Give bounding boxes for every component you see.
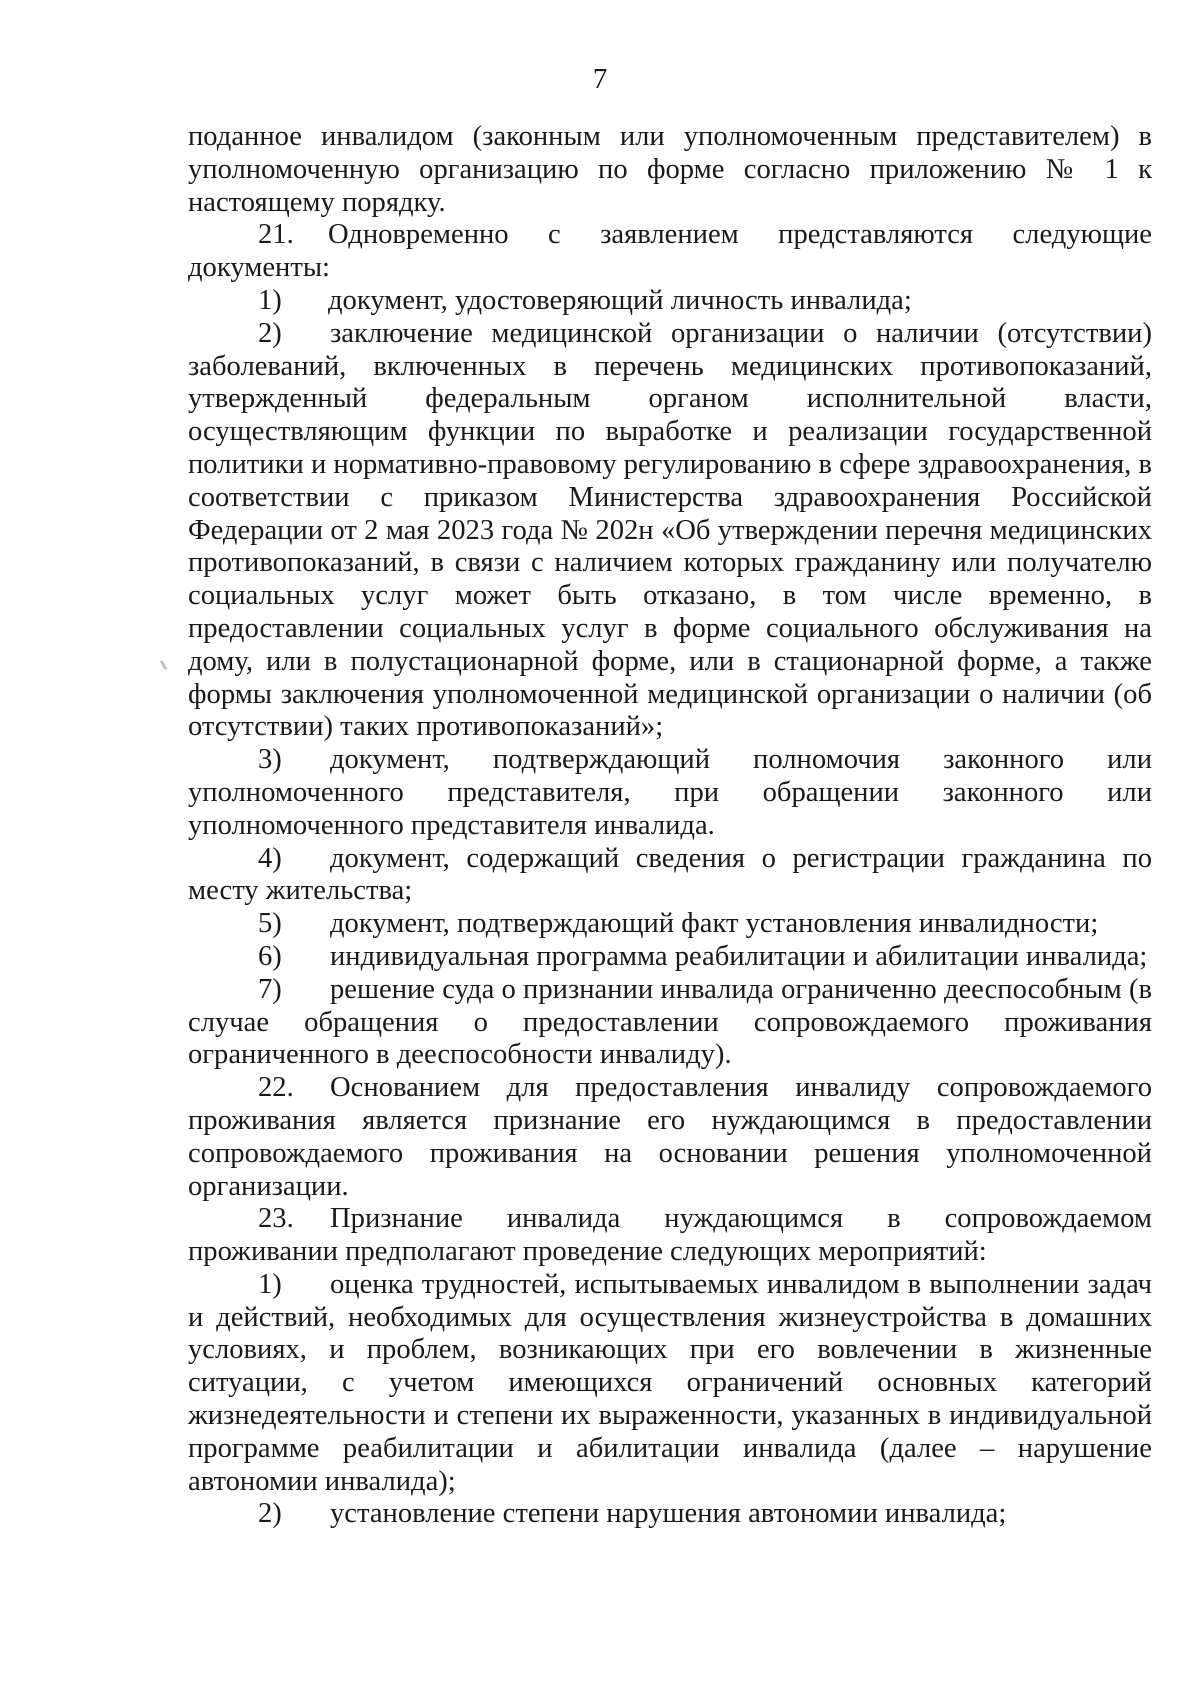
item-number: 6) [258,940,282,972]
paragraph-21 [188,219,1152,285]
paragraph-23 [188,1203,1152,1269]
list-item-21-4 [188,843,1152,909]
paragraph-intro [188,121,1152,219]
paragraph-text: поданное инвалидом (законным или уполномоченным представителем) в уполномоченную организацию по форме согласно приложению № 1 к настоящему порядку. [188,121,1152,218]
paragraph-text: документ, удостоверяющий личность инвалида; [328,284,912,316]
list-item-23-2 [188,1498,1152,1531]
paragraph-text: Признание инвалида нуждающимся в сопровождаемом проживании предполагают проведение следующих мероприятий: [188,1203,1152,1268]
item-number: 23. [258,1203,294,1235]
document-body [188,121,1152,1531]
list-item-21-5 [188,908,1152,941]
paragraph-text: документ, содержащий сведения о регистрации гражданина по месту жительства; [188,842,1152,907]
item-number: 3) [258,744,282,776]
page-number: 7 [592,63,608,95]
paragraph-text: установление степени нарушения автономии инвалида; [330,1498,1007,1530]
list-item-21-1 [188,285,1152,318]
paragraph-text: решение суда о признании инвалида ограниченно дееспособным (в случае обращения о предоставлении сопровождаемого проживания ограниченного в дееспособности инвалиду). [188,973,1152,1071]
paragraph-text: документ, подтверждающий полномочия законного или уполномоченного представителя, при обращении законного или уполномоченного представителя инвалида. [188,744,1152,841]
item-number: 1) [258,1268,282,1300]
item-number: 1) [258,284,282,316]
paragraph-text: Основанием для предоставления инвалиду сопровождаемого проживания является признание его нуждающимся в предоставлении сопровождаемого проживания на основании решения уполномоченной организации. [188,1072,1152,1202]
item-number: 5) [258,908,282,940]
list-item-21-7 [188,974,1152,1072]
paragraph-text: Одновременно с заявлением представляются следующие документы: [188,219,1152,284]
item-number: 22. [258,1072,294,1104]
list-item-23-1 [188,1269,1152,1499]
item-number: 2) [258,317,282,349]
paragraph-text: индивидуальная программа реабилитации и абилитации инвалида; [330,940,1148,972]
paragraph-text: документ, подтверждающий факт установления инвалидности; [330,908,1099,940]
item-number: 7) [258,973,282,1005]
item-number: 2) [258,1498,282,1530]
scan-artifact [160,660,168,670]
item-number: 21. [258,219,294,251]
list-item-21-6 [188,941,1152,974]
paragraph-22 [188,1072,1152,1203]
paragraph-text: заключение медицинской организации о наличии (отсутствии) заболеваний, включенных в перечень медицинских противопоказаний, утвержденный федеральным органом исполнительной власти, осуществляющим функции по выработке и реализации государственной политики и нормативно-правовому регулированию в сфере здравоохранения, в соответствии с приказом Министерства здравоохранения Российской Федерации от 2 мая 2023 года № 202н «Об утверждении перечня медицинских противопоказаний, в связи с наличием которых гражданину или получателю социальных услуг может быть отказано, в том числе временно, в предоставлении социальных услуг в форме социального обслуживания на дому, или в полустационарной форме, или в стационарной форме, а также формы заключения уполномоченной медицинской организации о наличии (об отсутствии) таких противопоказаний»; [188,317,1152,743]
paragraph-text: оценка трудностей, испытываемых инвалидом в выполнении задач и действий, необходимых для осуществления жизнеустройства в домашних условиях, и проблем, возникающих при его вовлечении в жизненные ситуации, с учетом имеющихся ограничений основных категорий жизнедеятельности и степени их выраженности, указанных в индивидуальной программе реабилитации и абилитации инвалида (далее – нарушение автономии инвалида); [188,1268,1152,1497]
item-number: 4) [258,842,282,874]
list-item-21-3 [188,744,1152,842]
list-item-21-2 [188,318,1152,744]
